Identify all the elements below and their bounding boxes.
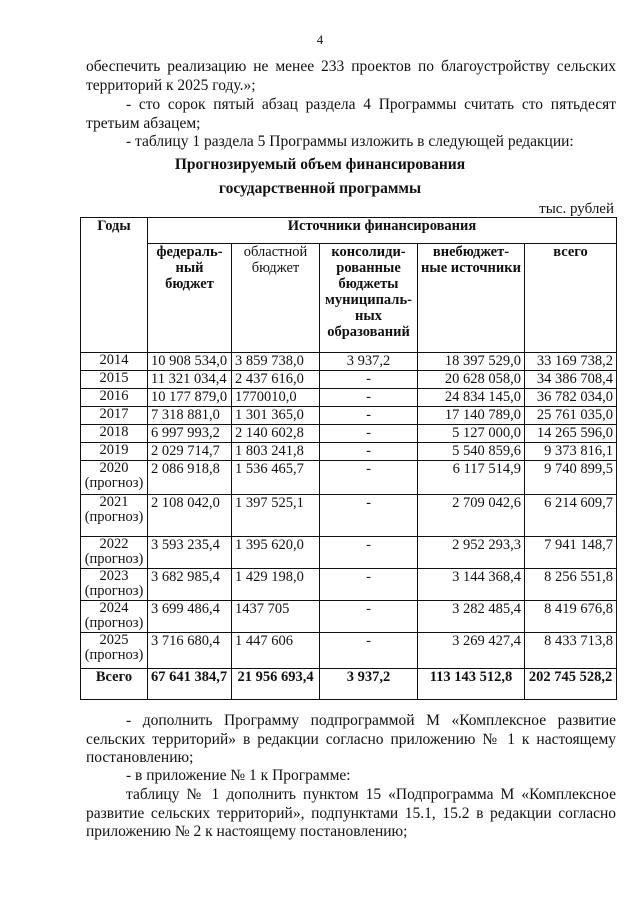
cell-extra: 20 628 058,0 <box>418 371 525 389</box>
cell-extra: 18 397 529,0 <box>418 353 525 371</box>
cell-extra: 5 540 859,6 <box>418 443 525 461</box>
cell-federal: 3 593 235,4 <box>148 537 232 569</box>
cell-year <box>81 601 148 633</box>
table-row <box>81 633 617 669</box>
table-row <box>81 443 617 461</box>
paragraph-3: - таблицу 1 раздела 5 Программы изложить в следующей редакции: <box>126 133 574 150</box>
cell-year <box>81 495 148 537</box>
year-value: 2023 <box>99 568 129 584</box>
cell-regional: 1 536 465,7 <box>232 461 320 495</box>
cell-total: 33 169 738,2 <box>525 353 617 371</box>
cell-regional: 2 437 616,0 <box>232 371 320 389</box>
table-title-line2: государственной программы <box>218 180 422 197</box>
cell-total: 9 740 899,5 <box>525 461 617 495</box>
cell-year <box>81 425 148 443</box>
cell-federal: 3 699 486,4 <box>148 601 232 633</box>
cell-extra: 2 709 042,6 <box>418 495 525 537</box>
header-federal: федераль-ный бюджет <box>148 244 232 353</box>
cell-federal: 11 321 034,4 <box>148 371 232 389</box>
table-row <box>81 461 617 495</box>
cell-federal: 2 029 714,7 <box>148 443 232 461</box>
year-value: 2024 <box>99 600 129 616</box>
paragraph-2: - сто сорок пятый абзац раздела 4 Программы считать сто пятьдесят третьим абзацем; <box>86 96 616 132</box>
cell-regional: 1 301 365,0 <box>232 407 320 425</box>
page-number: 4 <box>316 32 324 47</box>
cell-federal: 3 716 680,4 <box>148 633 232 669</box>
cell-extra: 3 144 368,4 <box>418 569 525 601</box>
cell-municipal: - <box>320 601 418 633</box>
cell-extra: 3 282 485,4 <box>418 601 525 633</box>
header-extrabudgetary: внебюджет-ные источники <box>418 244 525 353</box>
cell-extra: 6 117 514,9 <box>418 461 525 495</box>
cell-year <box>81 353 148 371</box>
cell-total: 9 373 816,1 <box>525 443 617 461</box>
total-municipal: 3 937,2 <box>320 669 418 700</box>
year-value: 2025 <box>99 632 129 648</box>
cell-year <box>81 633 148 669</box>
cell-municipal: - <box>320 633 418 669</box>
cell-extra: 2 952 293,3 <box>418 537 525 569</box>
cell-year <box>81 371 148 389</box>
cell-municipal: 3 937,2 <box>320 353 418 371</box>
cell-year <box>81 389 148 407</box>
year-note: (прогноз) <box>84 551 144 567</box>
cell-year <box>81 407 148 425</box>
cell-federal: 6 997 993,2 <box>148 425 232 443</box>
year-note: (прогноз) <box>84 509 144 525</box>
cell-regional: 1 397 525,1 <box>232 495 320 537</box>
cell-total: 14 265 596,0 <box>525 425 617 443</box>
header-total: всего <box>525 244 617 353</box>
cell-regional: 3 859 738,0 <box>232 353 320 371</box>
cell-total: 25 761 035,0 <box>525 407 617 425</box>
table-row <box>81 353 617 371</box>
cell-extra: 17 140 789,0 <box>418 407 525 425</box>
cell-municipal: - <box>320 443 418 461</box>
units-label: тыс. рублей <box>539 201 614 217</box>
cell-regional: 1 447 606 <box>232 633 320 669</box>
year-value: 2016 <box>99 388 129 404</box>
cell-federal: 10 177 879,0 <box>148 389 232 407</box>
cell-federal: 2 108 042,0 <box>148 495 232 537</box>
cell-regional: 1 803 241,8 <box>232 443 320 461</box>
year-value: 2020 <box>99 460 129 476</box>
paragraph-6: таблицу № 1 дополнить пунктом 15 «Подпрограмма М «Комплексное развитие сельских территорий», подпунктами 15.1, 15.2 в редакции согласно приложению № 2 к настоящему постановлению; <box>86 786 616 840</box>
cell-federal: 10 908 534,0 <box>148 353 232 371</box>
cell-municipal: - <box>320 389 418 407</box>
header-years: Годы <box>81 218 148 353</box>
financing-table <box>80 217 617 700</box>
paragraph-1: обеспечить реализацию не менее 233 проектов по благоустройству сельских территорий к 2025 году.»; <box>86 58 616 94</box>
total-federal: 67 641 384,7 <box>148 669 232 700</box>
total-regional: 21 956 693,4 <box>232 669 320 700</box>
table-row <box>81 569 617 601</box>
cell-year <box>81 569 148 601</box>
table-row <box>81 425 617 443</box>
cell-municipal: - <box>320 425 418 443</box>
table-row <box>81 601 617 633</box>
year-value: 2017 <box>99 406 129 422</box>
paragraph-5: - в приложение № 1 к Программе: <box>126 767 351 784</box>
cell-year <box>81 461 148 495</box>
table-row <box>81 371 617 389</box>
header-regional: областной бюджет <box>232 244 320 353</box>
table-row <box>81 389 617 407</box>
cell-extra: 5 127 000,0 <box>418 425 525 443</box>
cell-total: 8 256 551,8 <box>525 569 617 601</box>
total-label: Всего <box>81 669 148 700</box>
year-value: 2015 <box>99 370 129 386</box>
paragraph-4: - дополнить Программу подпрограммой М «Комплексное развитие сельских территорий» в редакции согласно приложению № 1 к настоящему постановлению; <box>86 712 616 766</box>
cell-extra: 3 269 427,4 <box>418 633 525 669</box>
table-row <box>81 495 617 537</box>
year-note: (прогноз) <box>84 475 144 491</box>
year-value: 2014 <box>99 352 129 368</box>
year-note: (прогноз) <box>84 583 144 599</box>
cell-regional: 1770010,0 <box>232 389 320 407</box>
header-municipal: консолиди-рованные бюджеты муниципаль-ных образований <box>320 244 418 353</box>
cell-regional: 2 140 602,8 <box>232 425 320 443</box>
cell-federal: 2 086 918,8 <box>148 461 232 495</box>
cell-total: 6 214 609,7 <box>525 495 617 537</box>
cell-regional: 1 429 198,0 <box>232 569 320 601</box>
cell-regional: 1437 705 <box>232 601 320 633</box>
cell-municipal: - <box>320 569 418 601</box>
cell-municipal: - <box>320 371 418 389</box>
header-sources: Источники финансирования <box>148 218 617 244</box>
cell-municipal: - <box>320 495 418 537</box>
table-body <box>81 353 617 669</box>
cell-total: 36 782 034,0 <box>525 389 617 407</box>
cell-federal: 3 682 985,4 <box>148 569 232 601</box>
table-row <box>81 407 617 425</box>
table-row <box>81 537 617 569</box>
cell-extra: 24 834 145,0 <box>418 389 525 407</box>
cell-total: 8 433 713,8 <box>525 633 617 669</box>
cell-municipal: - <box>320 461 418 495</box>
cell-federal: 7 318 881,0 <box>148 407 232 425</box>
year-value: 2021 <box>99 494 129 510</box>
year-note: (прогноз) <box>84 647 144 663</box>
cell-municipal: - <box>320 537 418 569</box>
cell-municipal: - <box>320 407 418 425</box>
year-value: 2018 <box>99 424 129 440</box>
cell-year <box>81 537 148 569</box>
total-extrabudgetary: 113 143 512,8 <box>418 669 525 700</box>
table-total-row <box>81 669 617 700</box>
cell-year <box>81 443 148 461</box>
cell-total: 8 419 676,8 <box>525 601 617 633</box>
cell-total: 34 386 708,4 <box>525 371 617 389</box>
cell-regional: 1 395 620,0 <box>232 537 320 569</box>
cell-total: 7 941 148,7 <box>525 537 617 569</box>
year-note: (прогноз) <box>84 615 144 631</box>
year-value: 2022 <box>99 536 129 552</box>
table-title-line1: Прогнозируемый объем финансирования <box>174 156 466 173</box>
year-value: 2019 <box>99 442 129 458</box>
total-total: 202 745 528,2 <box>525 669 617 700</box>
